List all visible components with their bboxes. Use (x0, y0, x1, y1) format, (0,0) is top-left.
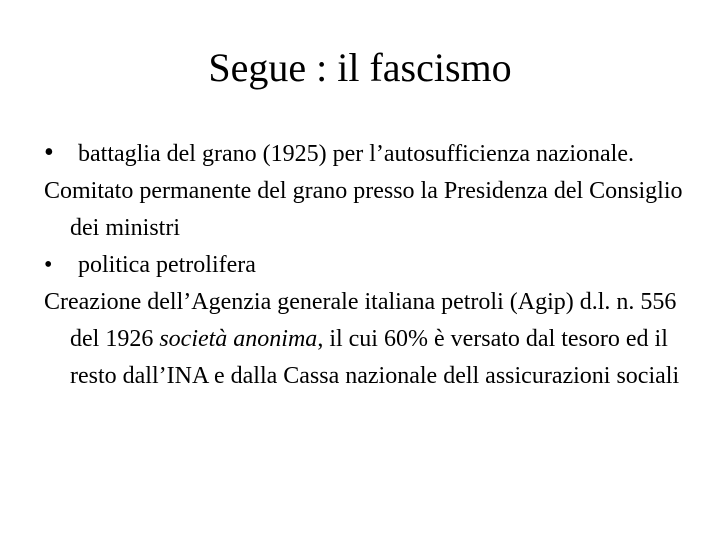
bullet-icon: • (44, 252, 53, 278)
paragraph-text-end: , il cui 60% è versato dal tesoro ed il resto dall’INA e dalla Cassa nazionale dell assicurazioni sociali (70, 326, 680, 389)
bullet-text: politica petrolifera (78, 252, 256, 278)
paragraph-comitato (44, 173, 694, 247)
paragraph-text: Comitato permanente del grano presso la Presidenza del Consiglio dei ministri (44, 178, 683, 241)
bullet-item-petrolifera (44, 247, 694, 284)
paragraph-text-start: Creazione dell’Agenzia generale italiana petroli (Agip) d.l. n. 556 del 1926 (44, 289, 677, 352)
bullet-text: battaglia del grano (1925) per l’autosufficienza nazionale. (78, 141, 634, 167)
paragraph-agip (44, 284, 694, 395)
bullet-icon: • (44, 137, 54, 168)
paragraph-text-italic: società anonima (159, 326, 318, 352)
slide-title: Segue : il fascismo (208, 45, 512, 90)
bullet-item-grano (44, 134, 694, 173)
slide-body (44, 134, 694, 395)
